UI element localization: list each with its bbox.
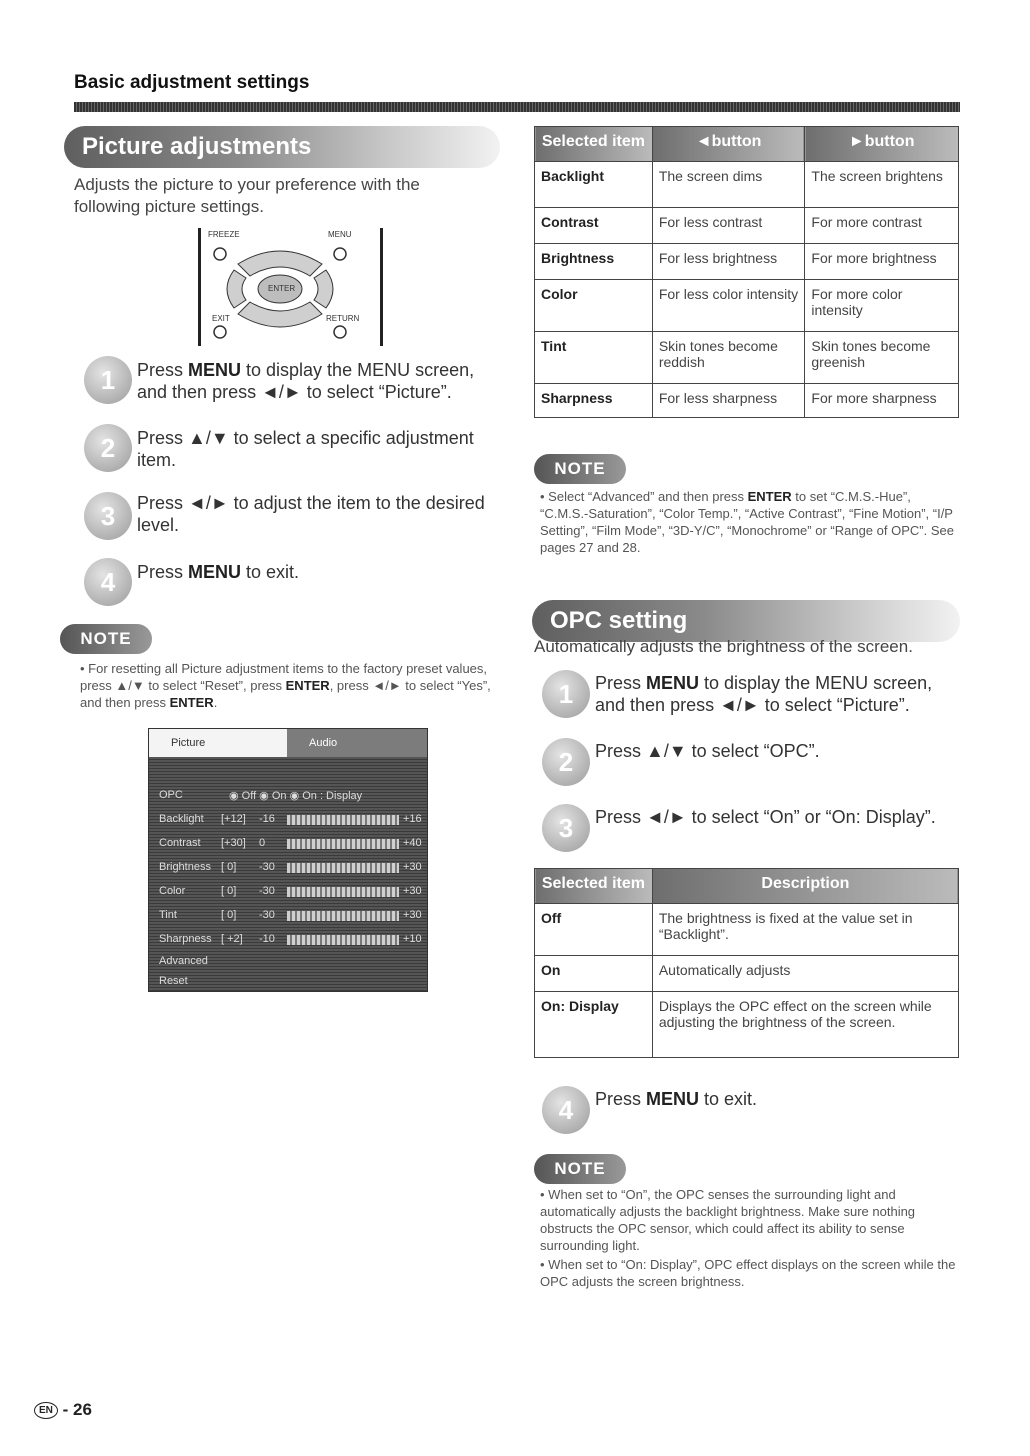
header-rule [74, 102, 960, 112]
table-row: Tint Skin tones become reddish Skin tones become greenish [535, 332, 959, 384]
picture-menu-screen [148, 728, 428, 992]
note-badge: NOTE [534, 454, 626, 484]
right-step-3-text: Press ◄/► to select “On” or “On: Display”. [595, 807, 936, 827]
right-step-2-text: Press ▲/▼ to select “OPC”. [595, 741, 820, 761]
osd-tab-audio: Audio [287, 729, 427, 757]
menu-label: MENU [328, 230, 352, 239]
page-number: - 26 [62, 1400, 92, 1419]
osd-row-sharpness: Sharpness [ +2] -10 +10 [159, 933, 422, 945]
opc-note-2: • When set to “On: Display”, OPC effect displays on the screen while the OPC adjusts the screen brightness. [540, 1257, 956, 1289]
return-label: RETURN [326, 314, 360, 323]
freeze-label: FREEZE [208, 230, 240, 239]
header-selected-item: Selected item [535, 127, 653, 162]
remote-illustration [198, 228, 384, 348]
right-step-1-text: Press MENU to display the MENU screen, and then press ◄/► to select “Picture”. [595, 673, 933, 715]
enter-label: ENTER [268, 284, 296, 293]
advanced-note: • Select “Advanced” and then press ENTER to set “C.M.S.-Hue”, “C.M.S.-Saturation”, “Color Temp.”, “Active Contrast”, “Fine Motion”, “I/P Setting”, “Film Mode”, “3D-Y/C”, “Monochrome” or “Range of OPC”. See pages 27 and 28. [540, 489, 954, 555]
osd-row-opc: OPC ◉ Off ◉ On ◉ On : Display [159, 789, 363, 802]
osd-row-contrast: Contrast [+30] 0 +40 [159, 837, 422, 849]
header-selected-item: Selected item [535, 869, 653, 904]
osd-row-reset: Reset [159, 975, 188, 987]
step-number-2: 2 [542, 738, 590, 786]
language-badge: EN [34, 1402, 58, 1419]
header-description: Description [652, 869, 958, 904]
osd-row-brightness: Brightness [ 0] -30 +30 [159, 861, 422, 873]
table-row: Backlight The screen dims The screen brightens [535, 162, 959, 208]
exit-label: EXIT [212, 314, 230, 323]
osd-tab-picture: Picture [149, 729, 287, 757]
table-row: On Automatically adjusts [535, 956, 959, 992]
note-badge: NOTE [60, 624, 152, 654]
table-row: Color For less color intensity For more color intensity [535, 280, 959, 332]
osd-row-color: Color [ 0] -30 +30 [159, 885, 422, 897]
osd-row-advanced: Advanced [159, 955, 208, 967]
left-step-1-text: Press MENU to display the MENU screen, and then press ◄/► to select “Picture”. [137, 360, 475, 402]
osd-row-tint: Tint [ 0] -30 +30 [159, 909, 422, 921]
table-row: Sharpness For less sharpness For more sharpness [535, 384, 959, 418]
picture-adjustments-banner: Picture adjustments [64, 126, 500, 168]
step-number-1: 1 [84, 356, 132, 404]
picture-reset-note: • For resetting all Picture adjustment items to the factory preset values, press ▲/▼ to select “Reset”, press ENTER, press ◄/► to select “Yes”, and then press ENTER. [80, 661, 491, 710]
opc-note-1: • When set to “On”, the OPC senses the surrounding light and automatically adjusts the backlight brightness. Make sure nothing obstructs the OPC sensor, which could affect its ability to sense surrounding light. [540, 1187, 916, 1253]
table-row: Off The brightness is fixed at the value set in “Backlight”. [535, 904, 959, 956]
page-footer [34, 1400, 92, 1420]
note-badge: NOTE [534, 1154, 626, 1184]
header-right-button: ►button [805, 127, 959, 162]
osd-row-backlight: Backlight [+12] -16 +16 [159, 813, 422, 825]
section-title: Basic adjustment settings [74, 72, 310, 93]
step-number-3: 3 [542, 804, 590, 852]
table-row: Contrast For less contrast For more contrast [535, 208, 959, 244]
picture-intro: Adjusts the picture to your preference with the following picture settings. [74, 175, 420, 216]
step-number-3: 3 [84, 492, 132, 540]
table-row: Brightness For less brightness For more brightness [535, 244, 959, 280]
opc-options-table [534, 868, 959, 1058]
step-number-2: 2 [84, 424, 132, 472]
opc-intro: Automatically adjusts the brightness of the screen. [534, 637, 913, 656]
header-left-button: ◄button [652, 127, 805, 162]
step-number-1: 1 [542, 670, 590, 718]
table-row: On: Display Displays the OPC effect on the screen while adjusting the brightness of the screen. [535, 992, 959, 1058]
opc-setting-banner: OPC setting [532, 600, 960, 642]
left-step-2-text: Press ▲/▼ to select a specific adjustment item. [137, 428, 474, 470]
step-number-4: 4 [542, 1086, 590, 1134]
picture-items-table [534, 126, 959, 418]
left-step-4-text: Press MENU to exit. [137, 562, 300, 582]
right-step-4-text: Press MENU to exit. [595, 1089, 758, 1109]
step-number-4: 4 [84, 558, 132, 606]
left-step-3-text: Press ◄/► to adjust the item to the desired level. [137, 493, 485, 535]
